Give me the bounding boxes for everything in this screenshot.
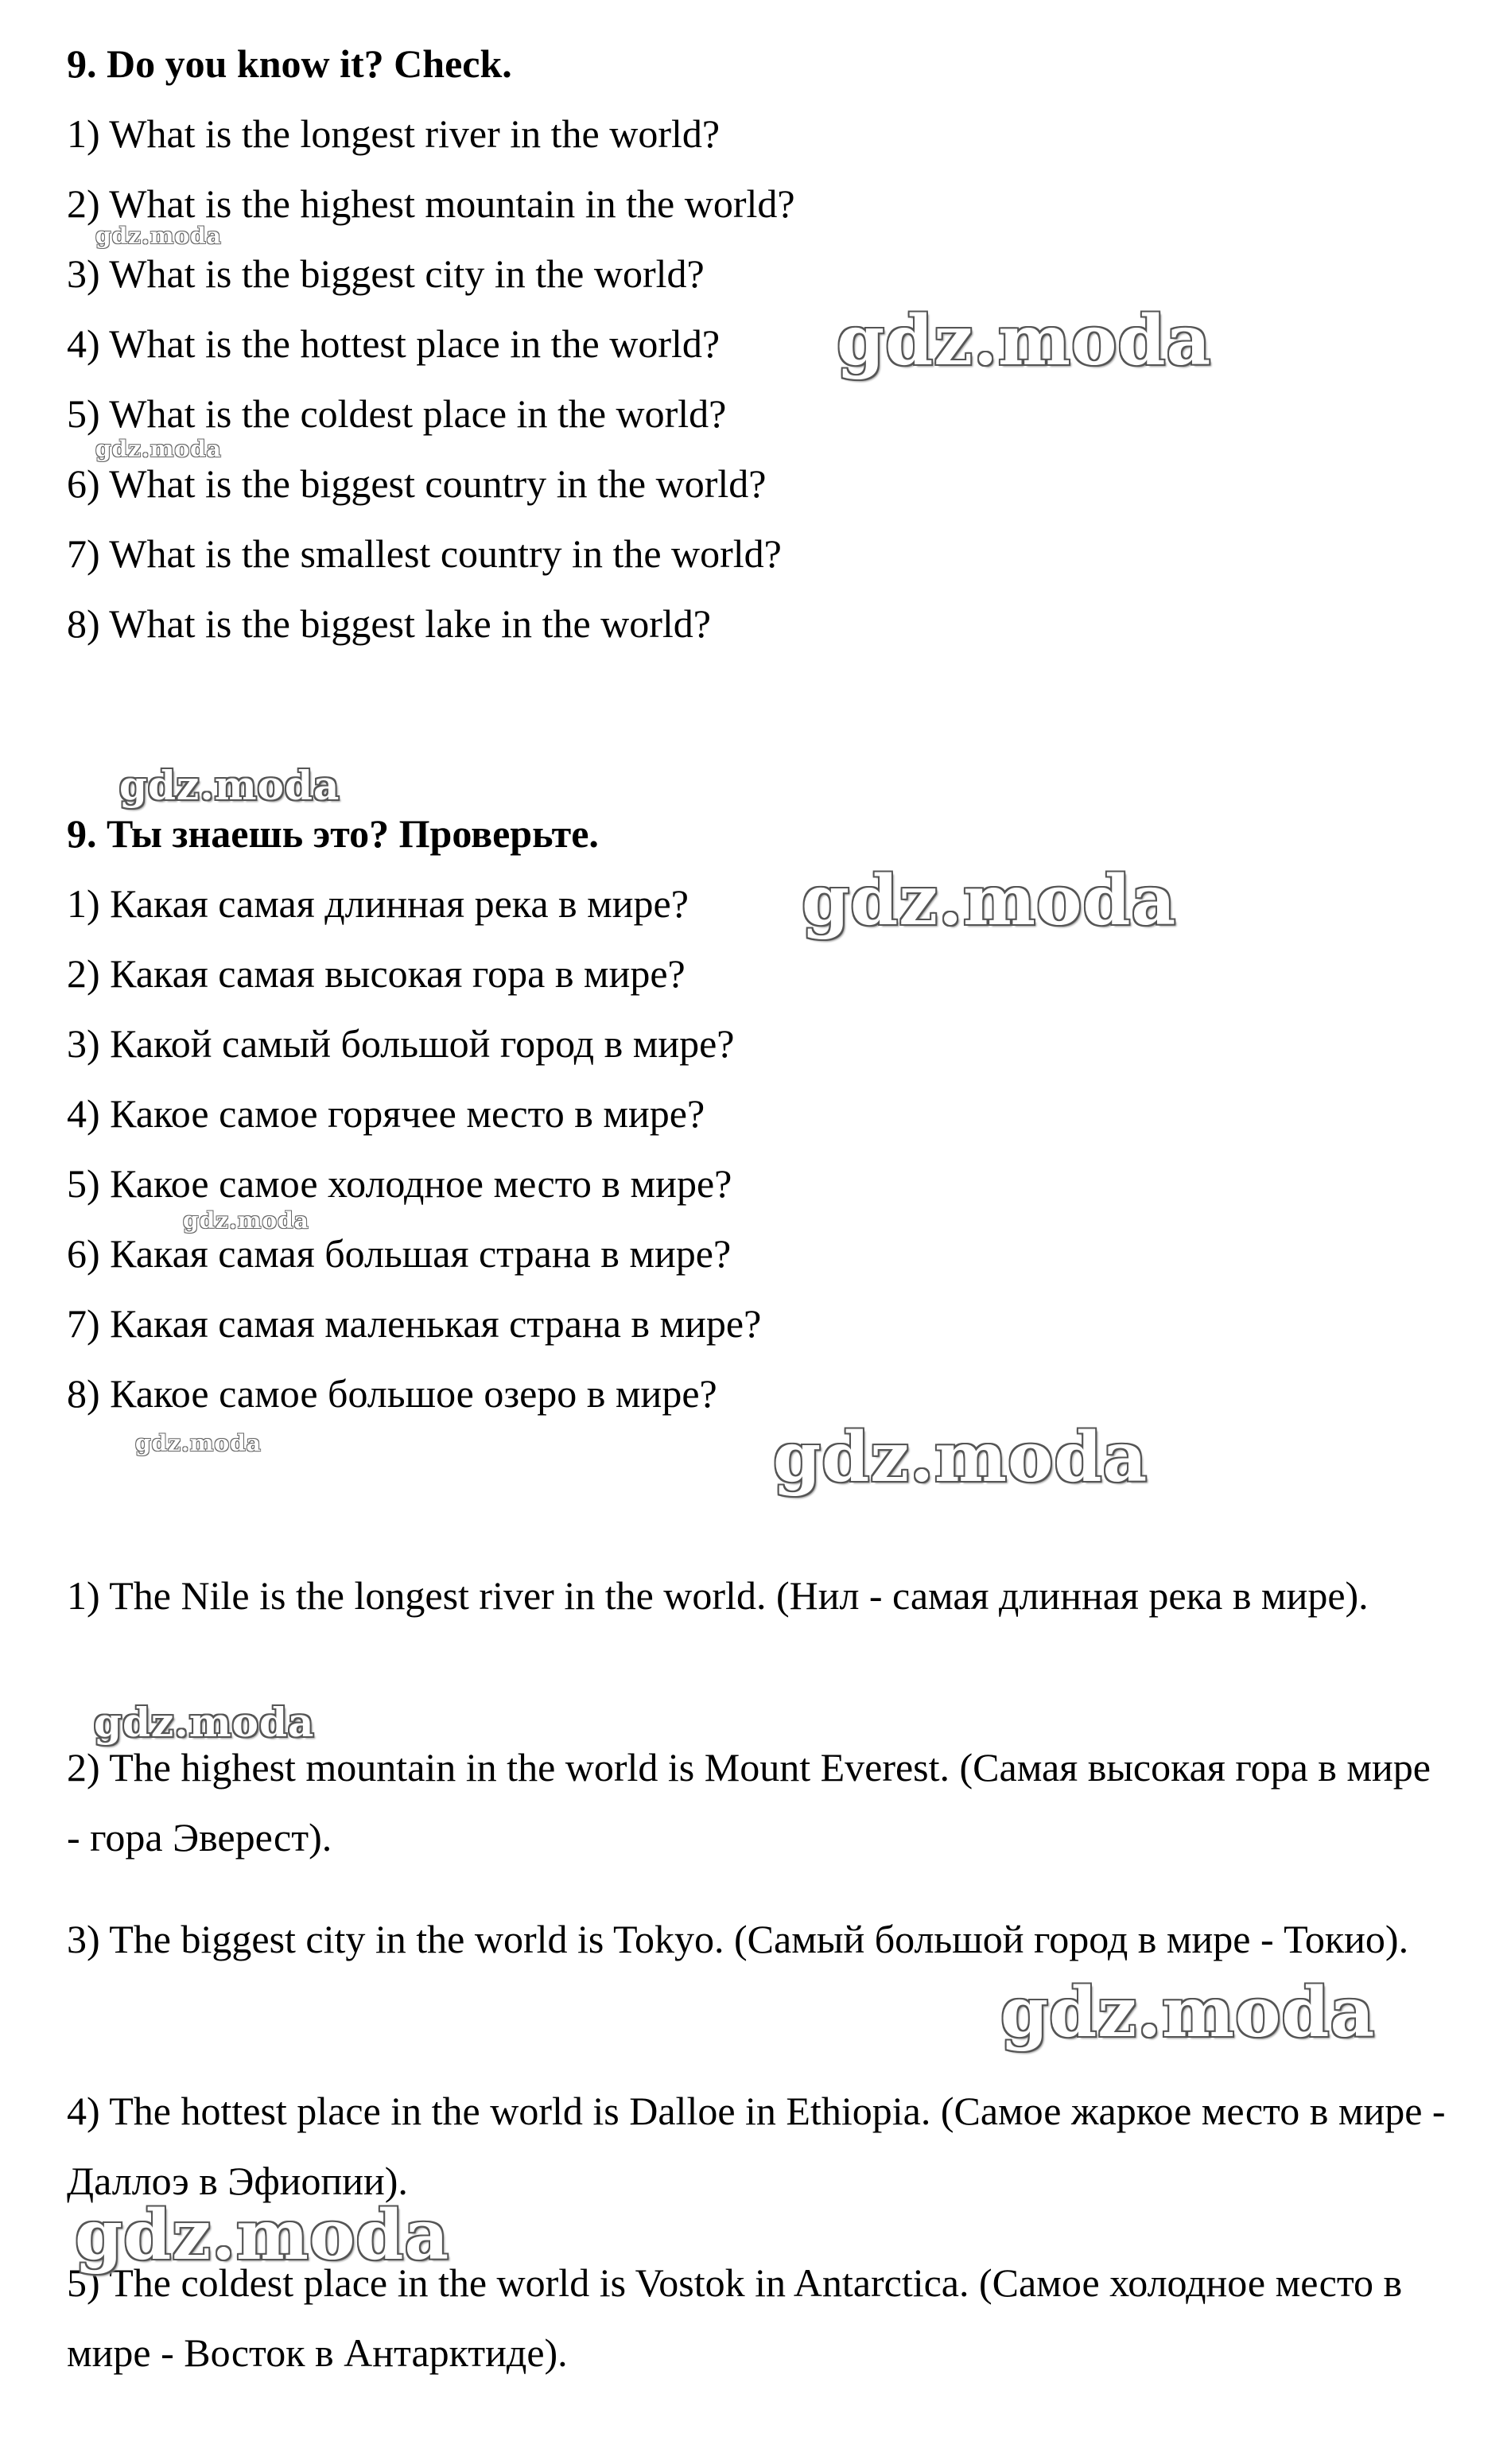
question-en-4: 4) What is the hottest place in the world? xyxy=(67,321,721,366)
question-ru-5: 5) Какое самое холодное место в мире? xyxy=(67,1161,732,1206)
watermark-small: gdz.moda xyxy=(95,436,222,462)
watermark-large: gdz.moda xyxy=(75,2195,450,2276)
question-ru-6: 6) Какая самая большая страна в мире? xyxy=(67,1231,732,1276)
heading-russian: 9. Ты знаешь это? Проверьте. xyxy=(67,811,599,856)
question-ru-7: 7) Какая самая маленькая страна в мире? xyxy=(67,1301,762,1346)
question-ru-4: 4) Какое самое горячее место в мире? xyxy=(67,1091,705,1136)
watermark-small: gdz.moda xyxy=(183,1207,309,1234)
question-en-7: 7) What is the smallest country in the world? xyxy=(67,531,782,576)
question-en-2: 2) What is the highest mountain in the world? xyxy=(67,181,795,226)
question-en-8: 8) What is the biggest lake in the world? xyxy=(67,601,711,646)
watermark-small: gdz.moda xyxy=(95,223,222,249)
answer-3: 3) The biggest city in the world is Tokyo. (Самый большой город в мире - Токио). xyxy=(67,1917,1409,1961)
watermark-large: gdz.moda xyxy=(1000,1972,1376,2053)
watermark-medium: gdz.moda xyxy=(119,762,340,809)
watermark-medium: gdz.moda xyxy=(94,1699,315,1746)
watermark-large: gdz.moda xyxy=(837,301,1212,381)
question-en-5: 5) What is the coldest place in the world? xyxy=(67,391,727,436)
question-en-6: 6) What is the biggest country in the world? xyxy=(67,461,767,506)
question-ru-1: 1) Какая самая длинная река в мире? xyxy=(67,881,689,926)
question-ru-3: 3) Какой самый большой город в мире? xyxy=(67,1021,735,1066)
heading-english: 9. Do you know it? Check. xyxy=(67,41,512,86)
question-en-1: 1) What is the longest river in the world? xyxy=(67,111,721,156)
watermark-large: gdz.moda xyxy=(802,861,1177,941)
question-ru-2: 2) Какая самая высокая гора в мире? xyxy=(67,951,686,996)
watermark-large: gdz.moda xyxy=(773,1417,1148,1498)
watermark-small: gdz.moda xyxy=(135,1430,262,1456)
answer-5: 5) The coldest place in the world is Vostok in Antarctica. (Самое холодное место в мире - Восток в Антарктиде). xyxy=(67,2260,1403,2375)
answer-4: 4) The hottest place in the world is Dalloe in Ethiopia. (Самое жаркое место в мире - Даллоэ в Эфиопии). xyxy=(67,2089,1446,2203)
question-ru-8: 8) Какое самое большое озеро в мире? xyxy=(67,1371,717,1416)
answer-1: 1) The Nile is the longest river in the world. (Нил - самая длинная река в мире). xyxy=(67,1573,1369,1618)
question-en-3: 3) What is the biggest city in the world? xyxy=(67,251,705,296)
answer-2: 2) The highest mountain in the world is Mount Everest. (Самая высокая гора в мире - гора Эверест). xyxy=(67,1745,1431,1860)
